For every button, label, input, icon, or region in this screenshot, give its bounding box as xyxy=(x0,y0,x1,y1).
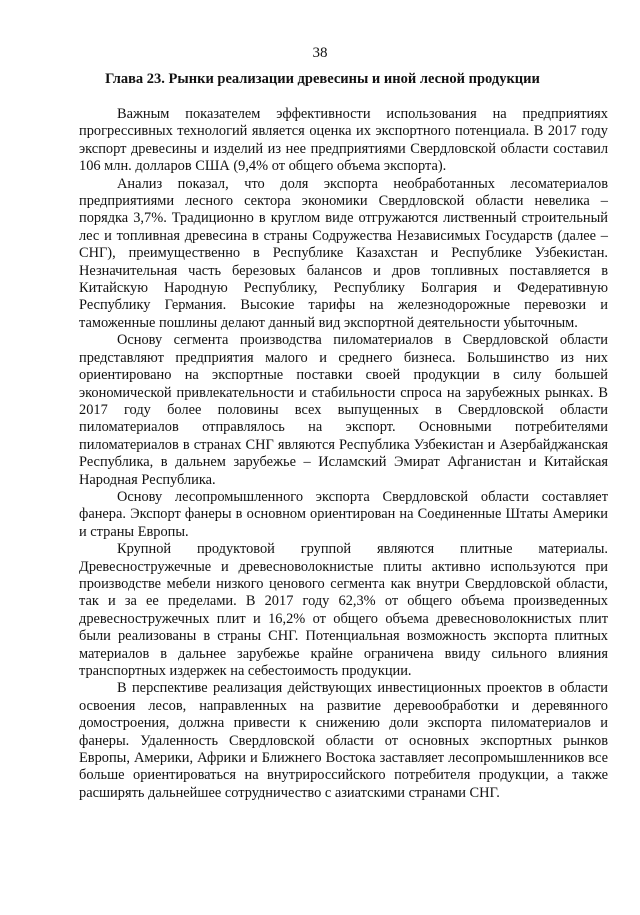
chapter-title: Глава 23. Рынки реализации древесины и иной лесной продукции xyxy=(105,71,540,87)
paragraph-plywood: Основу лесопромышленного экспорта Свердловской области составляет фанера. Экспорт фанеры в основном ориентирован на Соединенные Штаты Америки и страны Европы. xyxy=(79,488,608,540)
paragraph-roundwood-export: Анализ показал, что доля экспорта необработанных лесоматериалов предприятиями лесного сектора экономики Свердловской области невелика – порядка 3,7%. Традиционно в круглом виде отгружаются лиственный строительный лес и топливная древесина в страны Содружества Независимых Государств (далее – СНГ), преимущественно в Республике Казахстан и Республике Узбекистан. Незначительная часть березовых балансов и дров топливных поставляется в Китайскую Народную Республику, Республику Болгария и Федеративную Республику Германия. Высокие тарифы на железнодорожные перевозки и таможенные пошлины делают данный вид экспортной деятельности убыточным. xyxy=(79,175,608,331)
paragraph-outlook: В перспективе реализация действующих инвестиционных проектов в области освоения лесов, направленных на развитие деревообработки и деревянного домостроения, должна привести к снижению доли экспорта пиломатериалов и фанеры. Удаленность Свердловской области от основных экспортных рынков Европы, Америки, Африки и Ближнего Востока заставляет лесопромышленников все больше ориентироваться на внутрироссийского потребителя продукции, а также расширять дальнейшее сотрудничество с азиатскими странами СНГ. xyxy=(79,680,608,801)
body-text xyxy=(79,106,608,802)
paragraph-panel-materials: Крупной продуктовой группой являются плитные материалы. Древесностружечные и древесноволокнистые плиты активно используются при производстве мебели низкого ценового сегмента как внутри Свердловской области, так и за ее пределами. В 2017 году 62,3% от общего объема произведенных древесностружечных плит и 16,2% от общего объема древесноволокнистых плит были реализованы в страны СНГ. Потенциальная возможность экспорта плитных материалов в дальнее зарубежье крайне ограничена ввиду сильного влияния транспортных издержек на себестоимость продукции. xyxy=(79,541,608,679)
paragraph-sawn-timber: Основу сегмента производства пиломатериалов в Свердловской области представляют предприятия малого и среднего бизнеса. Большинство из них ориентировано на экспортные поставки своей продукции в силу большей экономической привлекательности и стабильности спроса на зарубежных рынках. В 2017 году более половины всех выпущенных в Свердловской области пиломатериалов отправлялось на экспорт. Основными потребителями пиломатериалов в странах СНГ являются Республика Узбекистан и Азербайджанская Республика, в дальнем зарубежье – Исламский Эмират Афганистан и Китайская Народная Республика. xyxy=(79,332,608,488)
paragraph-export-potential: Важным показателем эффективности использования на предприятиях прогрессивных технологий является оценка их экспортного потенциала. В 2017 году экспорт древесины и изделий из нее предприятиями Свердловской области составил 106 млн. долларов США (9,4% от общего объема экспорта). xyxy=(79,106,608,175)
page-number: 38 xyxy=(312,45,328,61)
